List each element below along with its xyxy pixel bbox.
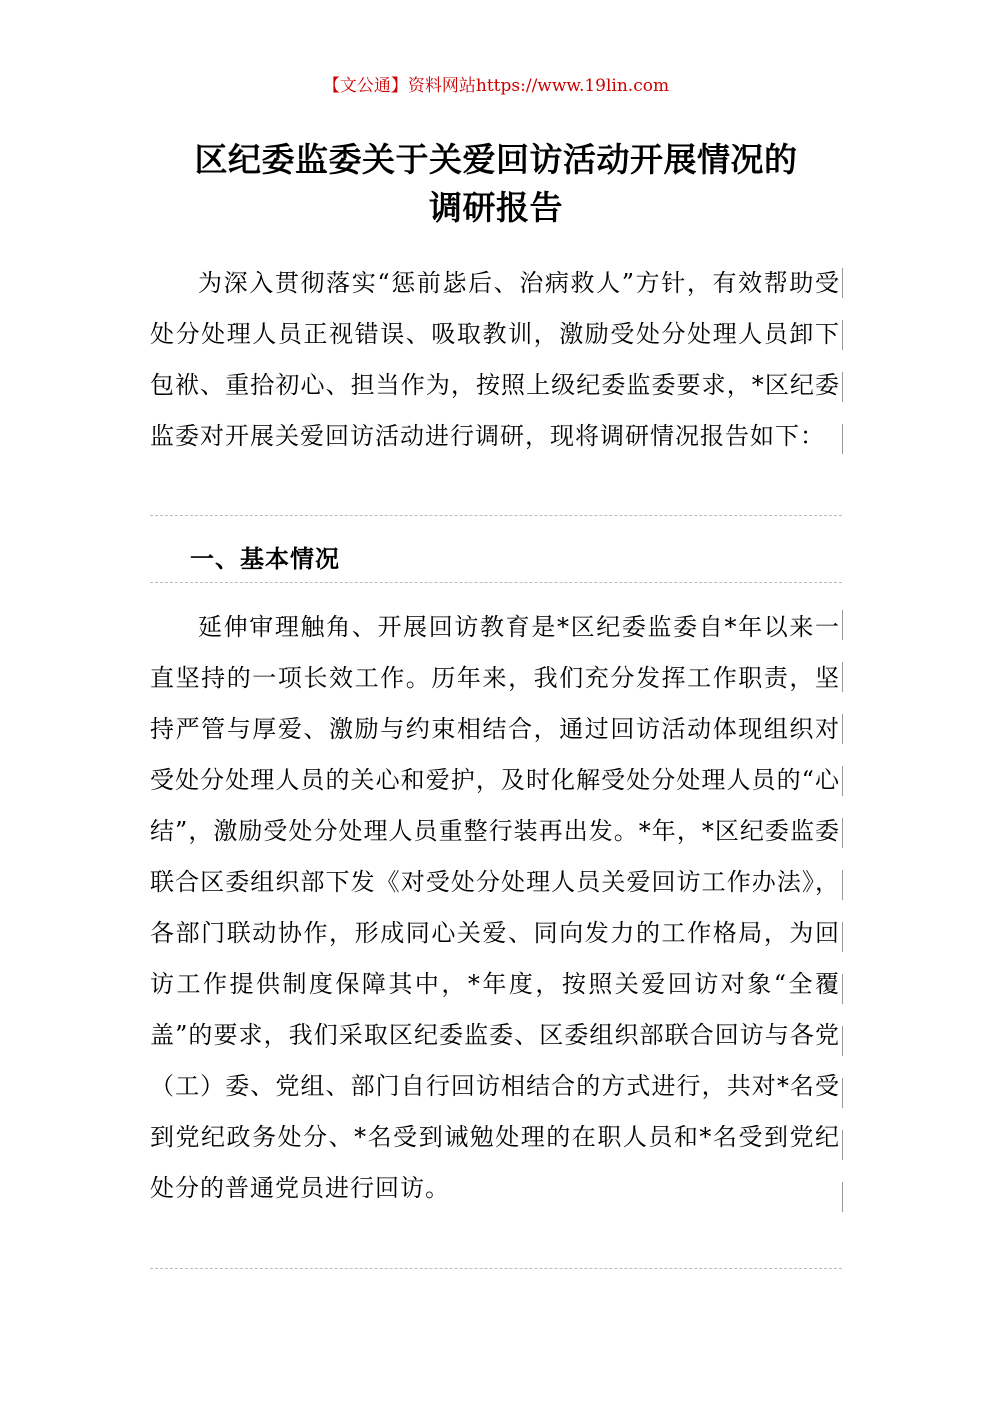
line-end-mark (842, 662, 843, 692)
line-end-mark (842, 1182, 843, 1212)
title-line-1: 区纪委监委关于关爱回访活动开展情况的 (194, 140, 798, 179)
title-line-2: 调研报告 (429, 188, 563, 227)
line-end-mark (842, 870, 843, 900)
line-end-mark (842, 372, 843, 402)
line-end-mark (842, 1130, 843, 1160)
paragraph-divider (150, 515, 842, 516)
line-end-mark (842, 1078, 843, 1108)
section-heading-basic-situation: 一、基本情况 (190, 545, 340, 573)
line-end-mark (842, 424, 843, 454)
page-bottom-divider (150, 1268, 842, 1269)
section1-paragraph: 延伸审理触角、开展回访教育是*区纪委监委自*年以来一直坚持的一项长效工作。历年来，我们充分发挥工作职责，坚持严管与厚爱、激励与约束相结合，通过回访活动体现组织对受处分处理人员的关心和爱护，及时化解受处分处理人员的“心结”，激励受处分处理人员重整行装再出发。*年，*区纪委监委联合区委组织部下发《对受处分处理人员关爱回访工作办法》，各部门联动协作，形成同心关爱、同向发力的工作格局，为回访工作提供制度保障其中，*年度，按照关爱回访对象“全覆盖”的要求，我们采取区纪委监委、区委组织部联合回访与各党（工）委、党组、部门自行回访相结合的方式进行，共对*名受到党纪政务处分、*名受到诫勉处理的在职人员和*名受到党纪处分的普通党员进行回访。 (150, 613, 840, 1202)
line-end-mark (842, 974, 843, 1004)
line-end-mark (842, 610, 843, 640)
site-header-watermark: 【文公通】资料网站https://www.19lin.com (322, 76, 670, 96)
line-end-mark (842, 268, 843, 298)
line-end-mark (842, 714, 843, 744)
line-end-mark (842, 766, 843, 796)
line-end-mark (842, 320, 843, 350)
intro-paragraph: 为深入贯彻落实“惩前毖后、治病救人”方针，有效帮助受处分处理人员正视错误、吸取教训，激励受处分处理人员卸下包袱、重拾初心、担当作为，按照上级纪委监委要求，*区纪委监委对开展关爱回访活动进行调研，现将调研情况报告如下： (150, 269, 840, 450)
line-end-mark (842, 1026, 843, 1056)
heading-divider (150, 582, 842, 583)
line-end-mark (842, 922, 843, 952)
document-title (150, 136, 842, 232)
line-end-mark (842, 818, 843, 848)
